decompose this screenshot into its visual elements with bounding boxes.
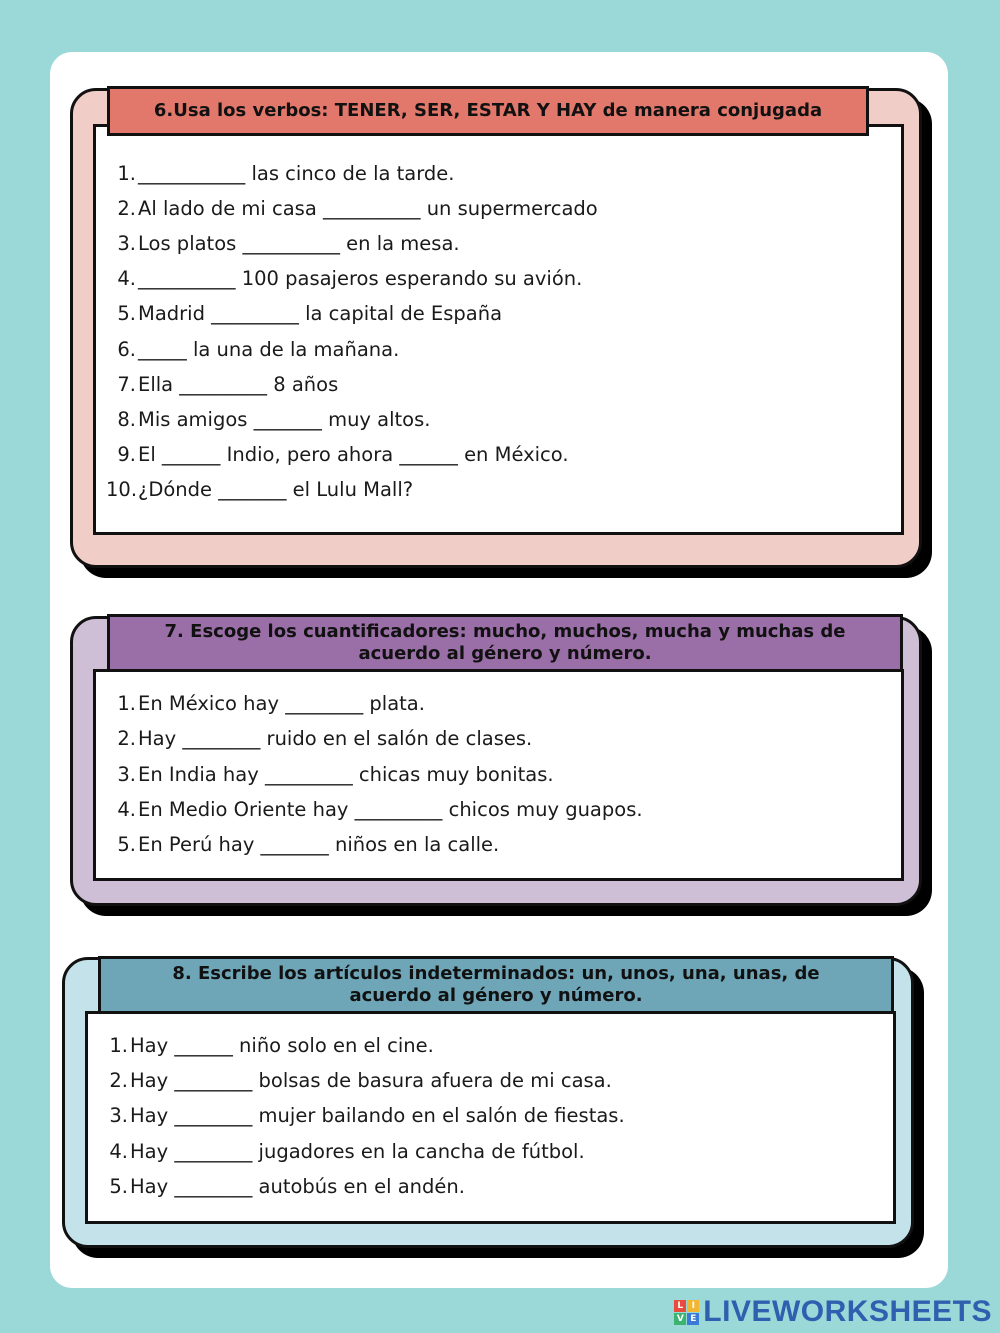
list-item[interactable]: 7. Ella _________ 8 años	[117, 373, 339, 396]
list-item[interactable]: 9. El ______ Indio, pero ahora ______ en México.	[117, 443, 569, 466]
section-8-title-line2: acuerdo al género y número.	[349, 985, 643, 1006]
list-item[interactable]: 3. En India hay _________ chicas muy bonitas.	[117, 763, 554, 786]
list-item[interactable]: 3. Hay ________ mujer bailando en el salón de fiestas.	[109, 1104, 625, 1127]
list-item[interactable]: 5. Hay ________ autobús en el andén.	[109, 1175, 465, 1198]
section-6-title: 6.Usa los verbos: TENER, SER, ESTAR Y HAY de manera conjugada	[107, 86, 869, 136]
list-item[interactable]: 6. _____ la una de la mañana.	[117, 338, 400, 361]
section-7-title-line2: acuerdo al género y número.	[358, 643, 652, 664]
list-item[interactable]: 2. Hay ________ bolsas de basura afuera de mi casa.	[109, 1069, 612, 1092]
list-item[interactable]: 10. ¿Dónde _______ el Lulu Mall?	[106, 478, 414, 501]
section-6-body	[93, 124, 904, 535]
list-item[interactable]: 5. En Perú hay _______ niños en la calle.	[117, 833, 500, 856]
brand-name: LIVEWORKSHEETS	[703, 1295, 992, 1328]
list-item[interactable]: 1. Hay ______ niño solo en el cine.	[109, 1034, 434, 1057]
section-7-title	[107, 614, 903, 672]
list-item[interactable]: 4. Hay ________ jugadores en la cancha de fútbol.	[109, 1140, 585, 1163]
list-item[interactable]: 5. Madrid _________ la capital de España	[117, 302, 503, 325]
list-item[interactable]: 2. Hay ________ ruido en el salón de clases.	[117, 727, 533, 750]
list-item[interactable]: 2. Al lado de mi casa __________ un supermercado	[117, 197, 598, 220]
list-item[interactable]: 3. Los platos __________ en la mesa.	[117, 232, 460, 255]
list-item[interactable]: 4. En Medio Oriente hay _________ chicos muy guapos.	[117, 798, 643, 821]
liveworksheets-logo[interactable]	[674, 1295, 992, 1329]
logo-icon: L I V E	[674, 1300, 699, 1325]
list-item[interactable]: 1. En México hay ________ plata.	[117, 692, 425, 715]
list-item[interactable]: 4. __________ 100 pasajeros esperando su avión.	[117, 267, 583, 290]
section-7-title-line1: 7. Escoge los cuantificadores: mucho, muchos, mucha y muchas de	[164, 621, 846, 642]
section-8-title	[98, 956, 894, 1014]
section-8-title-line1: 8. Escribe los artículos indeterminados: un, unos, una, unas, de	[172, 963, 820, 984]
list-item[interactable]: 1. ___________ las cinco de la tarde.	[117, 162, 455, 185]
list-item[interactable]: 8. Mis amigos _______ muy altos.	[117, 408, 431, 431]
